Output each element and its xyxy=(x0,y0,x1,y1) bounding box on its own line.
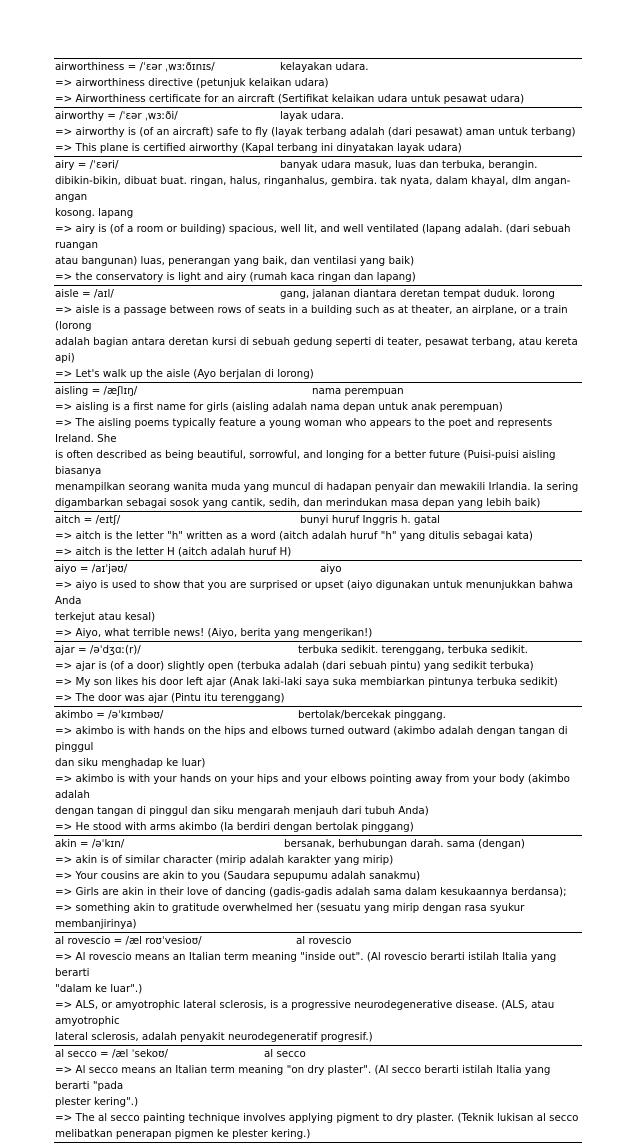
entry-line: => akimbo is with your hands on your hips and your elbows pointing away from your body (akimbo adalah xyxy=(55,773,570,801)
entry-line: lateral sclerosis, adalah penyakit neurodegeneratif progresif.) xyxy=(55,1031,373,1043)
entry-line: atau bangunan) luas, penerangan yang baik, dan ventilasi yang baik) xyxy=(55,255,415,267)
entry-line: terkejut atau kesal) xyxy=(55,611,156,623)
entry-al-secco xyxy=(54,1046,582,1143)
entry-meaning: bersanak, berhubungan darah. sama (dengan) xyxy=(284,838,525,850)
entry-term: akimbo = /əˈkɪmbəʊ/ xyxy=(55,709,164,721)
entry-term: al secco = /æl ˈsekoʊ/ xyxy=(55,1048,168,1060)
entry-line: dengan tangan di pinggul dan siku mengarah menjauh dari tubuh Anda) xyxy=(55,805,429,817)
entry-meaning: al rovescio xyxy=(296,935,352,947)
entry-line: => He stood with arms akimbo (Ia berdiri dengan bertolak pinggang) xyxy=(55,821,414,833)
entry-line: kosong. lapang xyxy=(55,207,134,219)
entry-line: adalah bagian antara deretan kursi di sebuah gedung seperti di teater, pesawat terbang, atau kereta api) xyxy=(55,336,578,364)
entry-line: => Girls are akin in their love of dancing (gadis-gadis adalah sama dalam kesukaannya berdansa); xyxy=(55,886,567,898)
entry-term: airworthy = /ˈɛər ˌwɜːði/ xyxy=(55,110,178,122)
entry-term: aitch = /eɪtʃ/ xyxy=(55,514,121,526)
entry-meaning: banyak udara masuk, luas dan terbuka, berangin. xyxy=(280,159,538,171)
entry-airy xyxy=(54,157,582,286)
entry-term: akin = /əˈkɪn/ xyxy=(55,838,125,850)
entry-line: digambarkan sebagai sosok yang cantik, sedih, dan merindukan masa depan yang lebih baik) xyxy=(55,497,541,509)
entry-line: => airworthiness directive (petunjuk kelaikan udara) xyxy=(55,77,329,89)
entry-line: plester kering".) xyxy=(55,1096,139,1108)
entry-term: aisle = /aɪl/ xyxy=(55,288,114,300)
entry-meaning: nama perempuan xyxy=(312,385,404,397)
entry-line: => something akin to gratitude overwhelmed her (sesuatu yang mirip dengan rasa syukur membanjirinya) xyxy=(55,902,525,930)
entry-line: dibikin-bikin, dibuat buat. ringan, halus, ringanhalus, gembira. tak nyata, dalam khayal, dlm angan-angan xyxy=(55,175,571,203)
entry-line: => My son likes his door left ajar (Anak laki-laki saya suka membiarkan pintunya terbuka sedikit) xyxy=(55,676,558,688)
entry-meaning: al secco xyxy=(264,1048,306,1060)
entry-line: => The al secco painting technique involves applying pigment to dry plaster. (Teknik lukisan al secco xyxy=(55,1112,579,1124)
entry-line: => The aisling poems typically feature a young woman who appears to the poet and represents Ireland. She xyxy=(55,417,553,445)
entry-ajar xyxy=(54,642,582,707)
entry-line: => aitch is the letter "h" written as a word (aitch adalah huruf "h" yang ditulis sebagai kata) xyxy=(55,530,533,542)
entry-akimbo xyxy=(54,707,582,836)
entry-akin xyxy=(54,836,582,933)
entry-line: => Airworthiness certificate for an aircraft (Sertifikat kelaikan udara untuk pesawat udara) xyxy=(55,93,525,105)
entry-line: => the conservatory is light and airy (rumah kaca ringan dan lapang) xyxy=(55,271,416,283)
entry-aisling xyxy=(54,383,582,512)
entry-meaning: terbuka sedikit. terenggang, terbuka sedikit. xyxy=(298,644,529,656)
entry-meaning: bertolak/bercekak pinggang. xyxy=(298,709,446,721)
entry-line: => ajar is (of a door) slightly open (terbuka adalah (dari sebuah pintu) yang sedikit terbuka) xyxy=(55,660,534,672)
entry-line: menampilkan seorang wanita muda yang muncul di hadapan penyair dan mewakili Irlandia. Ia sering xyxy=(55,481,579,493)
entry-line: => akimbo is with hands on the hips and elbows turned outward (akimbo adalah dengan tangan di pinggul xyxy=(55,725,568,753)
entry-aitch xyxy=(54,512,582,561)
entry-line: => Let's walk up the aisle (Ayo berjalan di lorong) xyxy=(55,368,314,380)
entry-line: => aitch is the letter H (aitch adalah huruf H) xyxy=(55,546,292,558)
entry-al-rovescio xyxy=(54,933,582,1046)
entry-meaning: gang, jalanan diantara deretan tempat duduk. lorong xyxy=(280,288,555,300)
entry-term: aiyo = /aɪˈjəʊ/ xyxy=(55,563,128,575)
dictionary-entries xyxy=(54,58,582,1143)
entry-line: => ALS, or amyotrophic lateral sclerosis, is a progressive neurodegenerative disease. (ALS, atau amyotrophic xyxy=(55,999,555,1027)
entry-line: => Aiyo, what terrible news! (Aiyo, berita yang mengerikan!) xyxy=(55,627,373,639)
entry-airworthy xyxy=(54,108,582,157)
entry-line: => akin is of similar character (mirip adalah karakter yang mirip) xyxy=(55,854,394,866)
entry-line: => Your cousins are akin to you (Saudara sepupumu adalah sanakmu) xyxy=(55,870,421,882)
entry-meaning: kelayakan udara. xyxy=(280,61,369,73)
entry-meaning: layak udara. xyxy=(280,110,344,122)
entry-aiyo xyxy=(54,561,582,642)
entry-airworthiness xyxy=(54,59,582,108)
entry-line: dan siku menghadap ke luar) xyxy=(55,757,206,769)
entry-meaning: bunyi huruf Inggris h. gatal xyxy=(300,514,441,526)
entry-aisle xyxy=(54,286,582,383)
entry-term: airy = /ˈɛəri/ xyxy=(55,159,119,171)
entry-line: => Al rovescio means an Italian term meaning "inside out". (Al rovescio berarti istilah Italia yang berarti xyxy=(55,951,557,979)
entry-line: => Al secco means an Italian term meaning "on dry plaster". (Al secco berarti istilah Italia yang berarti "pada xyxy=(55,1064,551,1092)
entry-line: => airy is (of a room or building) spacious, well lit, and well ventilated (lapang adalah. (dari sebuah ruangan xyxy=(55,223,571,251)
entry-line: is often described as being beautiful, sorrowful, and longing for a better future (Puisi-puisi aisling biasanya xyxy=(55,449,556,477)
entry-term: ajar = /əˈdʒɑː(r)/ xyxy=(55,644,141,656)
entry-term: aisling = /æʃlɪŋ/ xyxy=(55,385,138,397)
entry-term: airworthiness = /ˈɛər ˌwɜːðɪnɪs/ xyxy=(55,61,215,73)
entry-meaning: aiyo xyxy=(320,563,342,575)
entry-line: => airworthy is (of an aircraft) safe to fly (layak terbang adalah (dari pesawat) aman untuk terbang) xyxy=(55,126,576,138)
entry-line: melibatkan penerapan pigmen ke plester kering.) xyxy=(55,1128,311,1140)
entry-line: => aisle is a passage between rows of seats in a building such as at theater, an airplane, or a train (lorong xyxy=(55,304,568,332)
entry-line: => aiyo is used to show that you are surprised or upset (aiyo digunakan untuk menunjukkan bahwa Anda xyxy=(55,579,574,607)
entry-line: => This plane is certified airworthy (Kapal terbang ini dinyatakan layak udara) xyxy=(55,142,462,154)
entry-line: => The door was ajar (Pintu itu terenggang) xyxy=(55,692,285,704)
entry-term: al rovescio = /æl roʊˈvesioʊ/ xyxy=(55,935,202,947)
entry-line: "dalam ke luar".) xyxy=(55,983,143,995)
entry-line: => aisling is a first name for girls (aisling adalah nama depan untuk anak perempuan) xyxy=(55,401,503,413)
